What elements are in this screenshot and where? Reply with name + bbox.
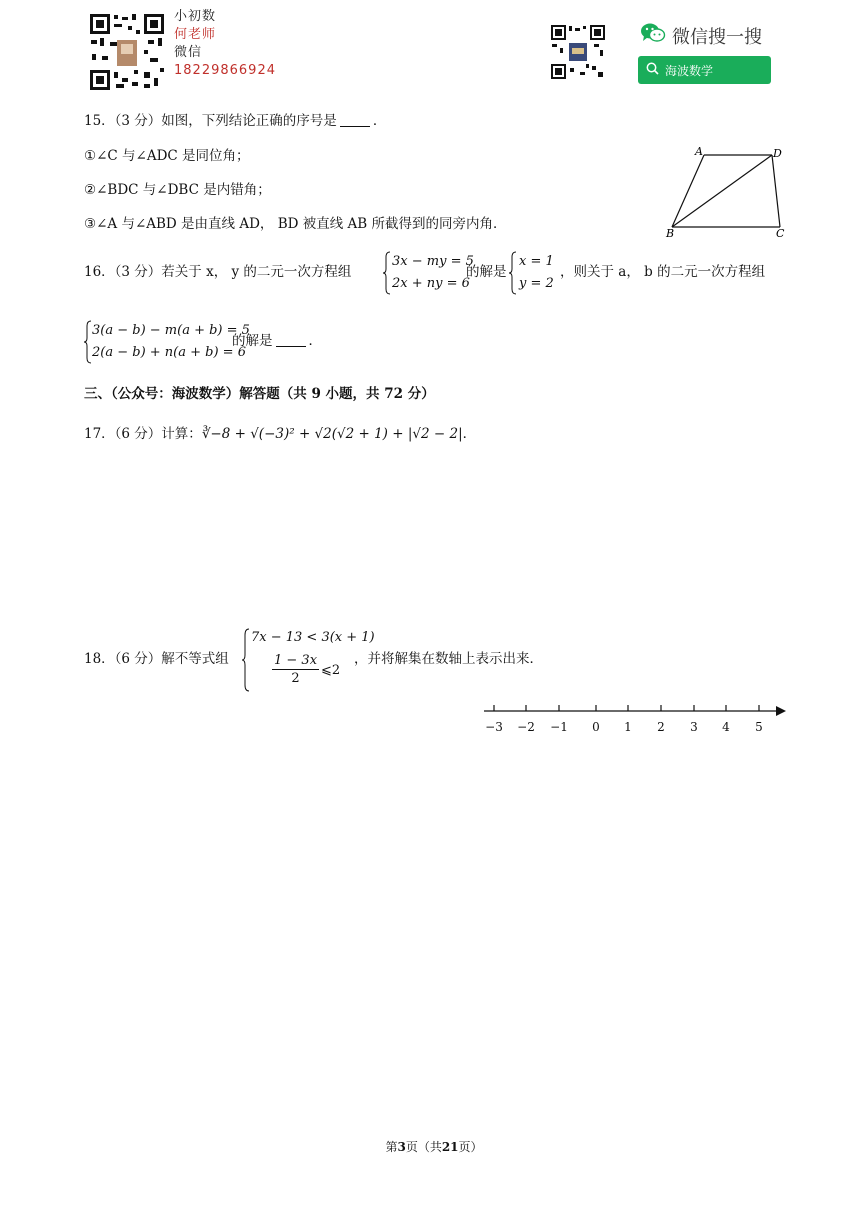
axis-tick-label: 2 — [657, 720, 665, 734]
q15-blank — [340, 112, 370, 127]
q18-suffix: ，并将解集在数轴上表示出来． — [354, 651, 543, 667]
axis-tick-label: 4 — [722, 720, 730, 734]
footer-total-pages: 21 — [441, 1140, 459, 1154]
section-heading: 三、（公众号：海波数学）解答题（共 9 小题，共 72 分） — [84, 386, 435, 402]
axis-tick-label: −3 — [485, 720, 503, 734]
q16-eq4: 2(a − b) + n(a + b) = 6 — [92, 345, 246, 360]
search-box[interactable] — [638, 56, 771, 84]
q18-ineq2 — [272, 653, 340, 688]
q17-prefix: 17．（6 分）计算： — [84, 426, 202, 442]
q15-end: ． — [372, 113, 387, 129]
axis-tick-label: 5 — [755, 720, 763, 734]
q16-system-2 — [92, 320, 250, 364]
page-footer — [0, 1138, 868, 1155]
axis-tick-label: 1 — [624, 720, 632, 734]
footer-mid: 页（共 — [405, 1140, 442, 1154]
trapezoid-shape — [672, 155, 780, 227]
q16-system-1 — [392, 251, 474, 295]
contact-line-3: 微信 — [174, 45, 203, 60]
fig-label-c: C — [776, 227, 785, 240]
q16-blank — [276, 332, 306, 347]
fig-label-d: D — [773, 147, 782, 160]
q16-tail-text: 的解是 — [232, 333, 273, 349]
wechat-icon — [640, 22, 666, 49]
search-label: 海波数学 — [665, 63, 714, 78]
q18-prefix: 18．（6 分）解不等式组 — [84, 651, 229, 667]
contact-info — [174, 8, 276, 80]
q16-prefix: 16．（3 分）若关于 x， y 的二元一次方程组 — [84, 264, 352, 280]
q16-brace-2 — [509, 251, 517, 299]
q18-ineq2-tail: ⩽2 — [321, 663, 341, 678]
axis-tick-label: −1 — [550, 720, 568, 734]
qr-code-right — [550, 24, 606, 80]
q16-sol2: y = 2 — [519, 276, 554, 291]
q16-brace-1 — [383, 251, 391, 299]
search-icon — [646, 62, 659, 78]
q16-brace-3 — [84, 320, 92, 368]
q15-item-3: ③∠A 与∠ABD 是由直线 AD， BD 被直线 AB 所截得到的同旁内角． — [84, 216, 507, 232]
q18-frac-num: 1 − 3x — [274, 653, 318, 668]
q15-stem — [84, 111, 386, 131]
q16-eq1: 3x − my = 5 — [392, 254, 474, 269]
wechat-title-text: 微信搜一搜 — [672, 26, 762, 48]
q18-brace — [242, 628, 250, 696]
q15-stem-text: 15．（3 分）如图，下列结论正确的序号是 — [84, 113, 337, 129]
footer-pre: 第 — [385, 1140, 398, 1154]
contact-line-4: 18229866924 — [174, 63, 276, 78]
footer-post: 页） — [458, 1140, 483, 1154]
q16-tail — [232, 331, 322, 351]
q17-expression: ∛−8 + √(−3)² + √2(√2 + 1) + |√2 − 2| — [201, 426, 463, 442]
contact-line-1: 小初数 — [174, 9, 217, 24]
q18-frac-den: 2 — [291, 671, 300, 686]
q18-fraction — [272, 653, 319, 688]
arrow-right-icon — [776, 706, 786, 716]
q16-eq2: 2x + ny = 6 — [392, 276, 470, 291]
q15-item-2: ②∠BDC 与∠DBC 是内错角； — [84, 182, 271, 198]
q15-figure — [664, 144, 786, 244]
fig-label-b: B — [666, 227, 675, 240]
q16-sol1: x = 1 — [519, 254, 554, 269]
q16-suffix: ，则关于 a， b 的二元一次方程组 — [560, 264, 766, 280]
q16-mid: 的解是 — [466, 264, 507, 280]
axis-tick-label: 0 — [592, 720, 600, 734]
footer-page-number: 3 — [397, 1140, 406, 1154]
axis-tick-label: −2 — [517, 720, 535, 734]
qr-code-left — [88, 12, 166, 92]
q16-eq3: 3(a − b) − m(a + b) = 5 — [92, 323, 250, 338]
q18-ineq1: 7x − 13 < 3(x + 1) — [251, 630, 375, 645]
q15-item-1: ①∠C 与∠ADC 是同位角； — [84, 148, 250, 164]
q17 — [84, 424, 476, 444]
q17-end: ． — [462, 426, 477, 442]
wechat-search-title — [640, 22, 762, 49]
fig-label-a: A — [695, 145, 703, 158]
axis-tick-label: 3 — [690, 720, 698, 734]
q16-end: ． — [308, 333, 322, 349]
contact-line-2: 何老师 — [174, 27, 217, 42]
q16-solution — [519, 251, 554, 295]
